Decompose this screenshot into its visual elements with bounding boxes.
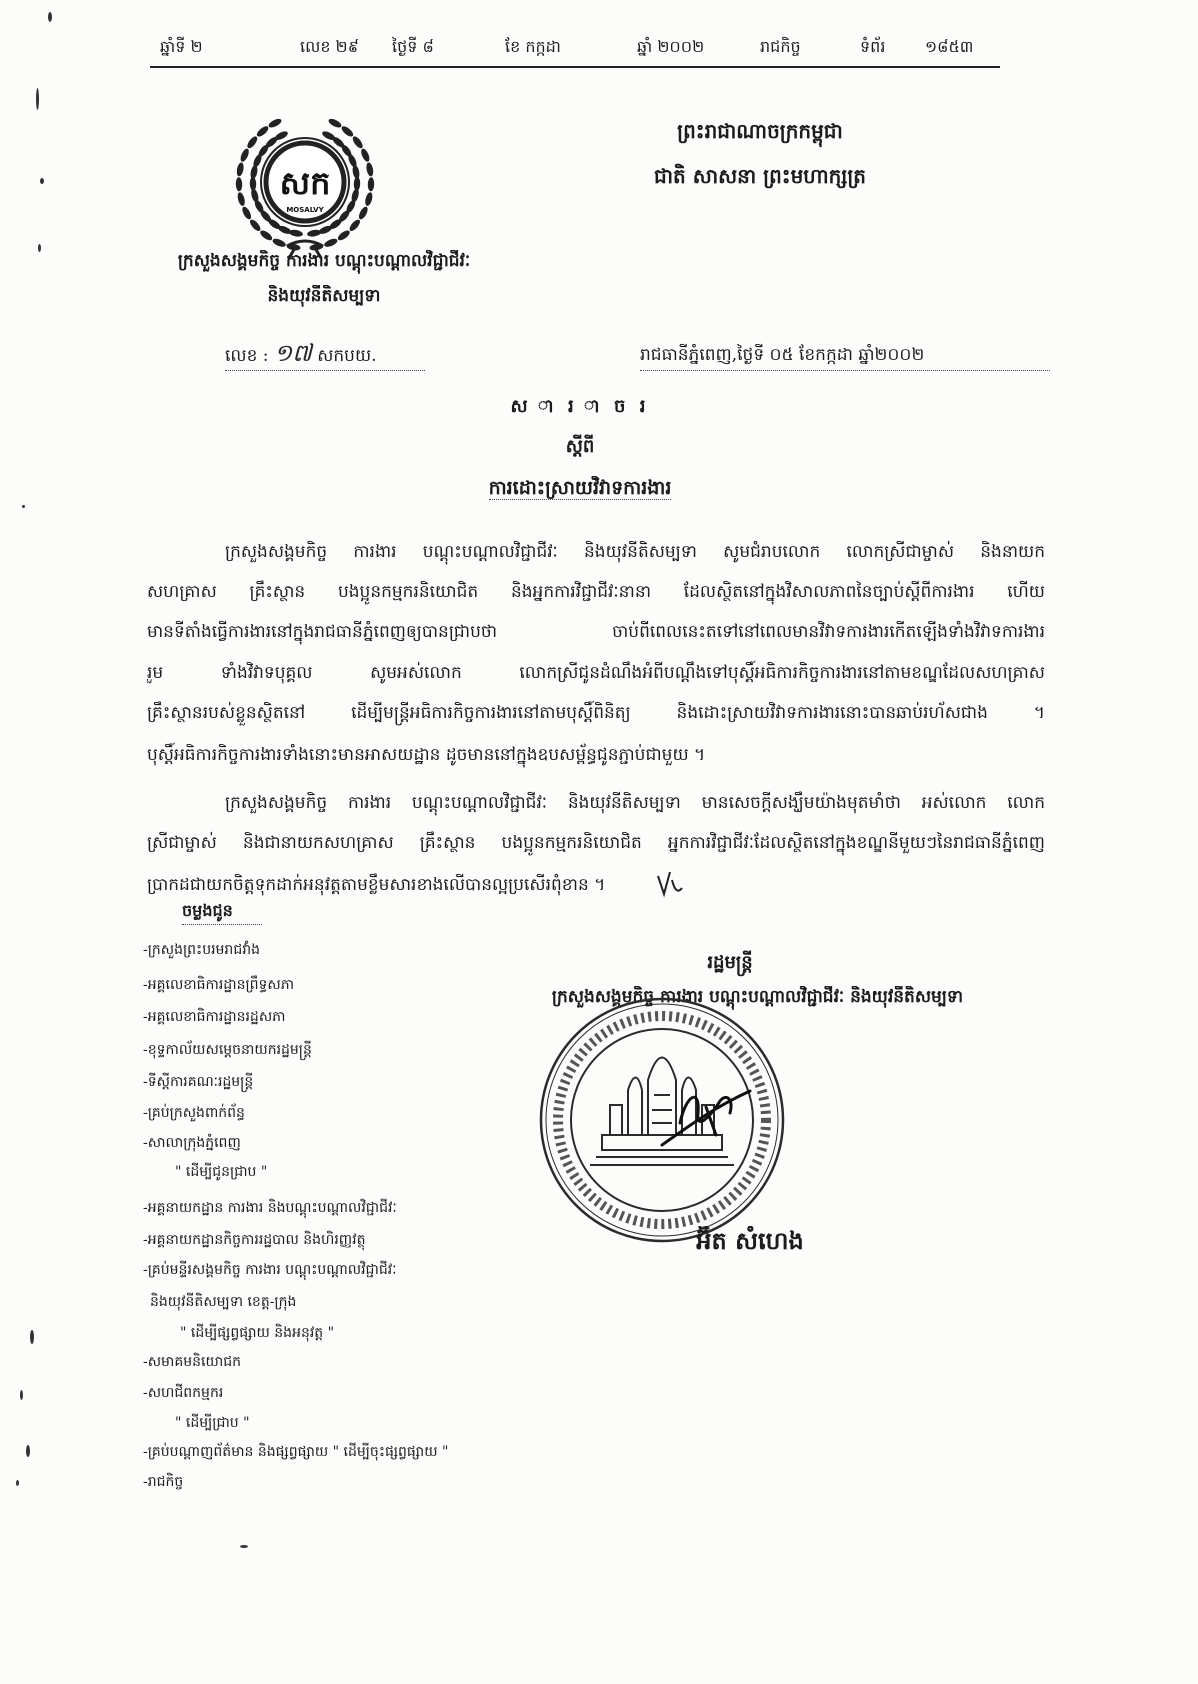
paragraph-2-line: ប្រាកដជាយកចិត្តទុកដាក់អនុវត្តតាមខ្លឹមសារខាងលើបានល្អប្រសើរពុំខាន ។ xyxy=(147,875,606,895)
seal-outer-ring-inner-line xyxy=(546,1004,778,1236)
paragraph-1-line: មានទីតាំងធ្វើការងារនៅក្នុងរាជធានីភ្នំពេញឲ្យបានជ្រាបថា ចាប់ពីពេលនេះតទៅនៅពេលមានវិវាទការងារកើតឡើងទាំងវិវាទការងារ xyxy=(147,622,1045,642)
wreath-leaf xyxy=(352,165,361,180)
copies-purpose-note: " ដើម្បីជ្រាប " xyxy=(175,1415,250,1431)
signatory-ministry: ក្រសួងសង្គមកិច្ច ការងារ បណ្តុះបណ្តាលវិជ្ជាជីវៈ និងយុវនីតិសម្បទា xyxy=(551,987,964,1007)
signatory-title: រដ្ឋមន្ត្រី xyxy=(707,952,753,973)
wreath-leaf xyxy=(259,229,274,242)
scan-speck xyxy=(30,1330,34,1344)
wreath-leaf xyxy=(340,124,355,138)
document-type: ស ា រ ា ច រ xyxy=(510,396,650,417)
wreath-leaf xyxy=(360,148,372,163)
paragraph-1-line: គ្រឹះស្ថានរបស់ខ្លួនស្ថិតនៅ ដើម្បីមន្ត្រីអធិការកិច្ចការងារនៅតាមបុស្តិ៍ពិនិត្យ និងដោះស្រាយវិវាទការងារនោះបានឆាប់រហ័សជាង ។ xyxy=(147,703,1045,723)
subject-title xyxy=(430,476,730,504)
wreath-leaf xyxy=(241,205,253,220)
copies-item: -សមាគមនិយោជក xyxy=(143,1354,242,1370)
wreath-leaf xyxy=(289,229,304,238)
scan-speck xyxy=(26,1445,30,1457)
gazette-page-label: ទំព័រ xyxy=(860,37,886,56)
scan-speck xyxy=(20,1390,23,1400)
scan-speck xyxy=(40,178,44,184)
copies-item: -រាជកិច្ច xyxy=(143,1474,184,1490)
kingdom-name: ព្រះរាជាណាចក្រកម្ពុជា xyxy=(677,119,843,143)
copies-heading: ចម្លងជូន xyxy=(182,900,262,925)
wreath-leaf xyxy=(357,205,369,220)
scan-speck xyxy=(16,1480,19,1486)
paragraph-1-line: សហគ្រាស គ្រឹះស្ថាន បងប្អូនកម្មករនិយោជិត និងអ្នកការវិជ្ជាជីវៈនានា ដែលស្ថិតនៅក្នុងវិសាលភាពនៃច្បាប់ស្តីពីការងារ ហើយ xyxy=(147,582,1045,602)
gazette-header xyxy=(150,26,1000,68)
signatory-name: អ៊ិត សំហេង xyxy=(696,1226,804,1255)
wreath-leaf xyxy=(365,162,374,177)
place-and-date: រាជធានីភ្នំពេញ,ថ្ងៃទី ០៥ ខែកក្កដា ឆ្នាំ២០០២ xyxy=(640,340,1050,371)
scan-speck xyxy=(38,244,41,252)
wreath-leaf xyxy=(364,192,374,207)
gazette-page-number: ១៨៥៣ xyxy=(925,37,974,56)
seal-lettering-band xyxy=(558,1016,766,1224)
kingdom-motto: ជាតិ សាសនា ព្រះមហាក្សត្រ xyxy=(654,164,866,188)
wreath-leaf xyxy=(246,135,260,150)
copies-item: -ទីស្តីការគណៈរដ្ឋមន្ត្រី xyxy=(143,1074,254,1090)
wreath-leaf xyxy=(239,148,251,163)
gazette-day: ថ្ងៃទី ៨ xyxy=(392,37,434,56)
wreath-leaf xyxy=(348,218,362,233)
wreath-leaf xyxy=(250,165,259,180)
copies-purpose-note: " ដើម្បីផ្សព្វផ្សាយ និងអនុវត្ត " xyxy=(180,1325,335,1341)
handwritten-end-mark xyxy=(652,866,686,900)
ministry-name-line-2: និងយុវនីតិសម្បទា xyxy=(267,286,381,306)
wreath-leaf xyxy=(236,177,243,191)
wreath-leaf xyxy=(336,229,351,242)
wreath-leaf xyxy=(255,124,270,138)
copies-purpose-note: " ដើម្បីជូនជ្រាប " xyxy=(175,1164,268,1180)
wreath-leaf xyxy=(248,218,262,233)
copies-item: -គ្រប់មន្ទីរសង្គមកិច្ច ការងារ បណ្តុះបណ្តាលវិជ្ជាជីវៈ xyxy=(143,1262,397,1278)
scan-speck xyxy=(36,88,39,110)
copies-item: -គ្រប់ក្រសួងពាក់ព័ន្ធ xyxy=(143,1105,245,1121)
ministry-logo xyxy=(225,110,385,260)
wreath-leaf xyxy=(267,117,282,129)
seal-outer-ring xyxy=(541,999,783,1241)
copies-item: -ក្រសួងព្រះបរមរាជវាំង xyxy=(143,942,260,958)
copies-item: -គ្រប់បណ្តាញព័ត៌មាន និងផ្សព្វផ្សាយ " ដើម្បីចុះផ្សព្វផ្សាយ " xyxy=(143,1444,449,1460)
gazette-issue-number: លេខ ២៩ xyxy=(300,37,359,56)
copies-item: -អគ្គនាយកដ្ឋាន ការងារ និងបណ្តុះបណ្តាលវិជ្ជាជីវៈ xyxy=(143,1200,397,1216)
reference-handwritten-number: ១៧ xyxy=(273,339,312,367)
wreath-leaf xyxy=(327,117,342,129)
paragraph-2-line: ក្រសួងសង្គមកិច្ច ការងារ បណ្តុះបណ្តាលវិជ្ជាជីវៈ និងយុវនីតិសម្បទា មានសេចក្តីសង្ឃឹមយ៉ាងមុតមាំថា អស់លោក លោក xyxy=(225,793,1045,813)
wreath-leaf xyxy=(351,135,365,150)
scan-speck xyxy=(48,12,52,22)
reference-number xyxy=(225,336,425,371)
subject-label: ស្តីពី xyxy=(565,436,595,457)
reference-label: លេខ : xyxy=(225,346,269,366)
copies-item: -អគ្គនាយកដ្ឋានកិច្ចការរដ្ឋបាល និងហិរញ្ញវត្ថុ xyxy=(143,1232,366,1248)
paragraph-1-line: ក្រសួងសង្គមកិច្ច ការងារ បណ្តុះបណ្តាលវិជ្ជាជីវៈ និងយុវនីតិសម្បទា សូមជំរាបលោក លោកស្រីជាម្ចាស់ និងនាយក xyxy=(225,542,1045,562)
seal-inner-ring xyxy=(571,1029,753,1211)
gazette-publication: រាជកិច្ច xyxy=(760,37,801,56)
subject-text: ការដោះស្រាយវិវាទការងារ xyxy=(488,477,672,499)
gazette-calendar-year: ឆ្នាំ ២០០២ xyxy=(637,37,705,56)
paragraph-1-line: បុស្តិ៍អធិការកិច្ចការងារទាំងនោះមានអាសយដ្ឋាន ដូចមាននៅក្នុងឧបសម្ព័ន្ធជូនភ្ជាប់ជាមួយ ។ xyxy=(147,745,706,765)
wreath-leaf xyxy=(272,237,287,248)
scan-speck xyxy=(22,505,25,508)
gazette-month: ខែ កក្កដា xyxy=(505,37,561,56)
copies-item: -អគ្គលេខាធិការដ្ឋានរដ្ឋសភា xyxy=(143,1009,286,1025)
gazette-year: ឆ្នាំទី ២ xyxy=(160,37,203,56)
wreath-leaf xyxy=(368,177,375,191)
copies-item-continuation: និងយុវនីតិសម្បទា ខេត្ត-ក្រុង xyxy=(150,1294,297,1310)
logo-caption: MOSALVY xyxy=(286,206,324,214)
logo-letters: សក xyxy=(279,164,331,202)
reference-suffix: សកបយ. xyxy=(317,346,377,366)
paragraph-2-line: ស្រីជាម្ចាស់ និងជានាយកសហគ្រាស គ្រឹះស្ថាន បងប្អូនកម្មករនិយោជិត អ្នកការវិជ្ជាជីវៈដែលស្ថិតនៅក្នុងខណ្ឌនីមួយៗនៃរាជធានីភ្នំពេញ xyxy=(147,833,1045,853)
wreath-leaf xyxy=(323,237,338,248)
wreath-leaf xyxy=(236,192,246,207)
copies-item: -អគ្គលេខាធិការដ្ឋានព្រឹទ្ធសភា xyxy=(143,977,295,993)
official-seal xyxy=(530,995,795,1245)
copies-item: -សហជីពកម្មករ xyxy=(143,1385,224,1401)
paragraph-1-line: រួម ទាំងវិវាទបុគ្គល សូមអស់លោក លោកស្រីជូនដំណឹងអំពីបណ្តឹងទៅបុស្តិ៍អធិការកិច្ចការងារនៅតាមខណ្ឌដែលសហគ្រាស xyxy=(147,663,1045,683)
copies-item: -សាលាក្រុងភ្នំពេញ xyxy=(143,1135,241,1151)
wreath-leaf xyxy=(236,162,245,177)
ministry-name-line-1: ក្រសួងសង្គមកិច្ច ការងារ បណ្តុះបណ្តាលវិជ្ជាជីវៈ xyxy=(177,251,471,271)
wreath-leaf xyxy=(307,229,322,238)
copies-item: -ខុទ្ទកាល័យសម្តេចនាយករដ្ឋមន្ត្រី xyxy=(143,1042,312,1058)
scan-speck xyxy=(240,1545,248,1548)
